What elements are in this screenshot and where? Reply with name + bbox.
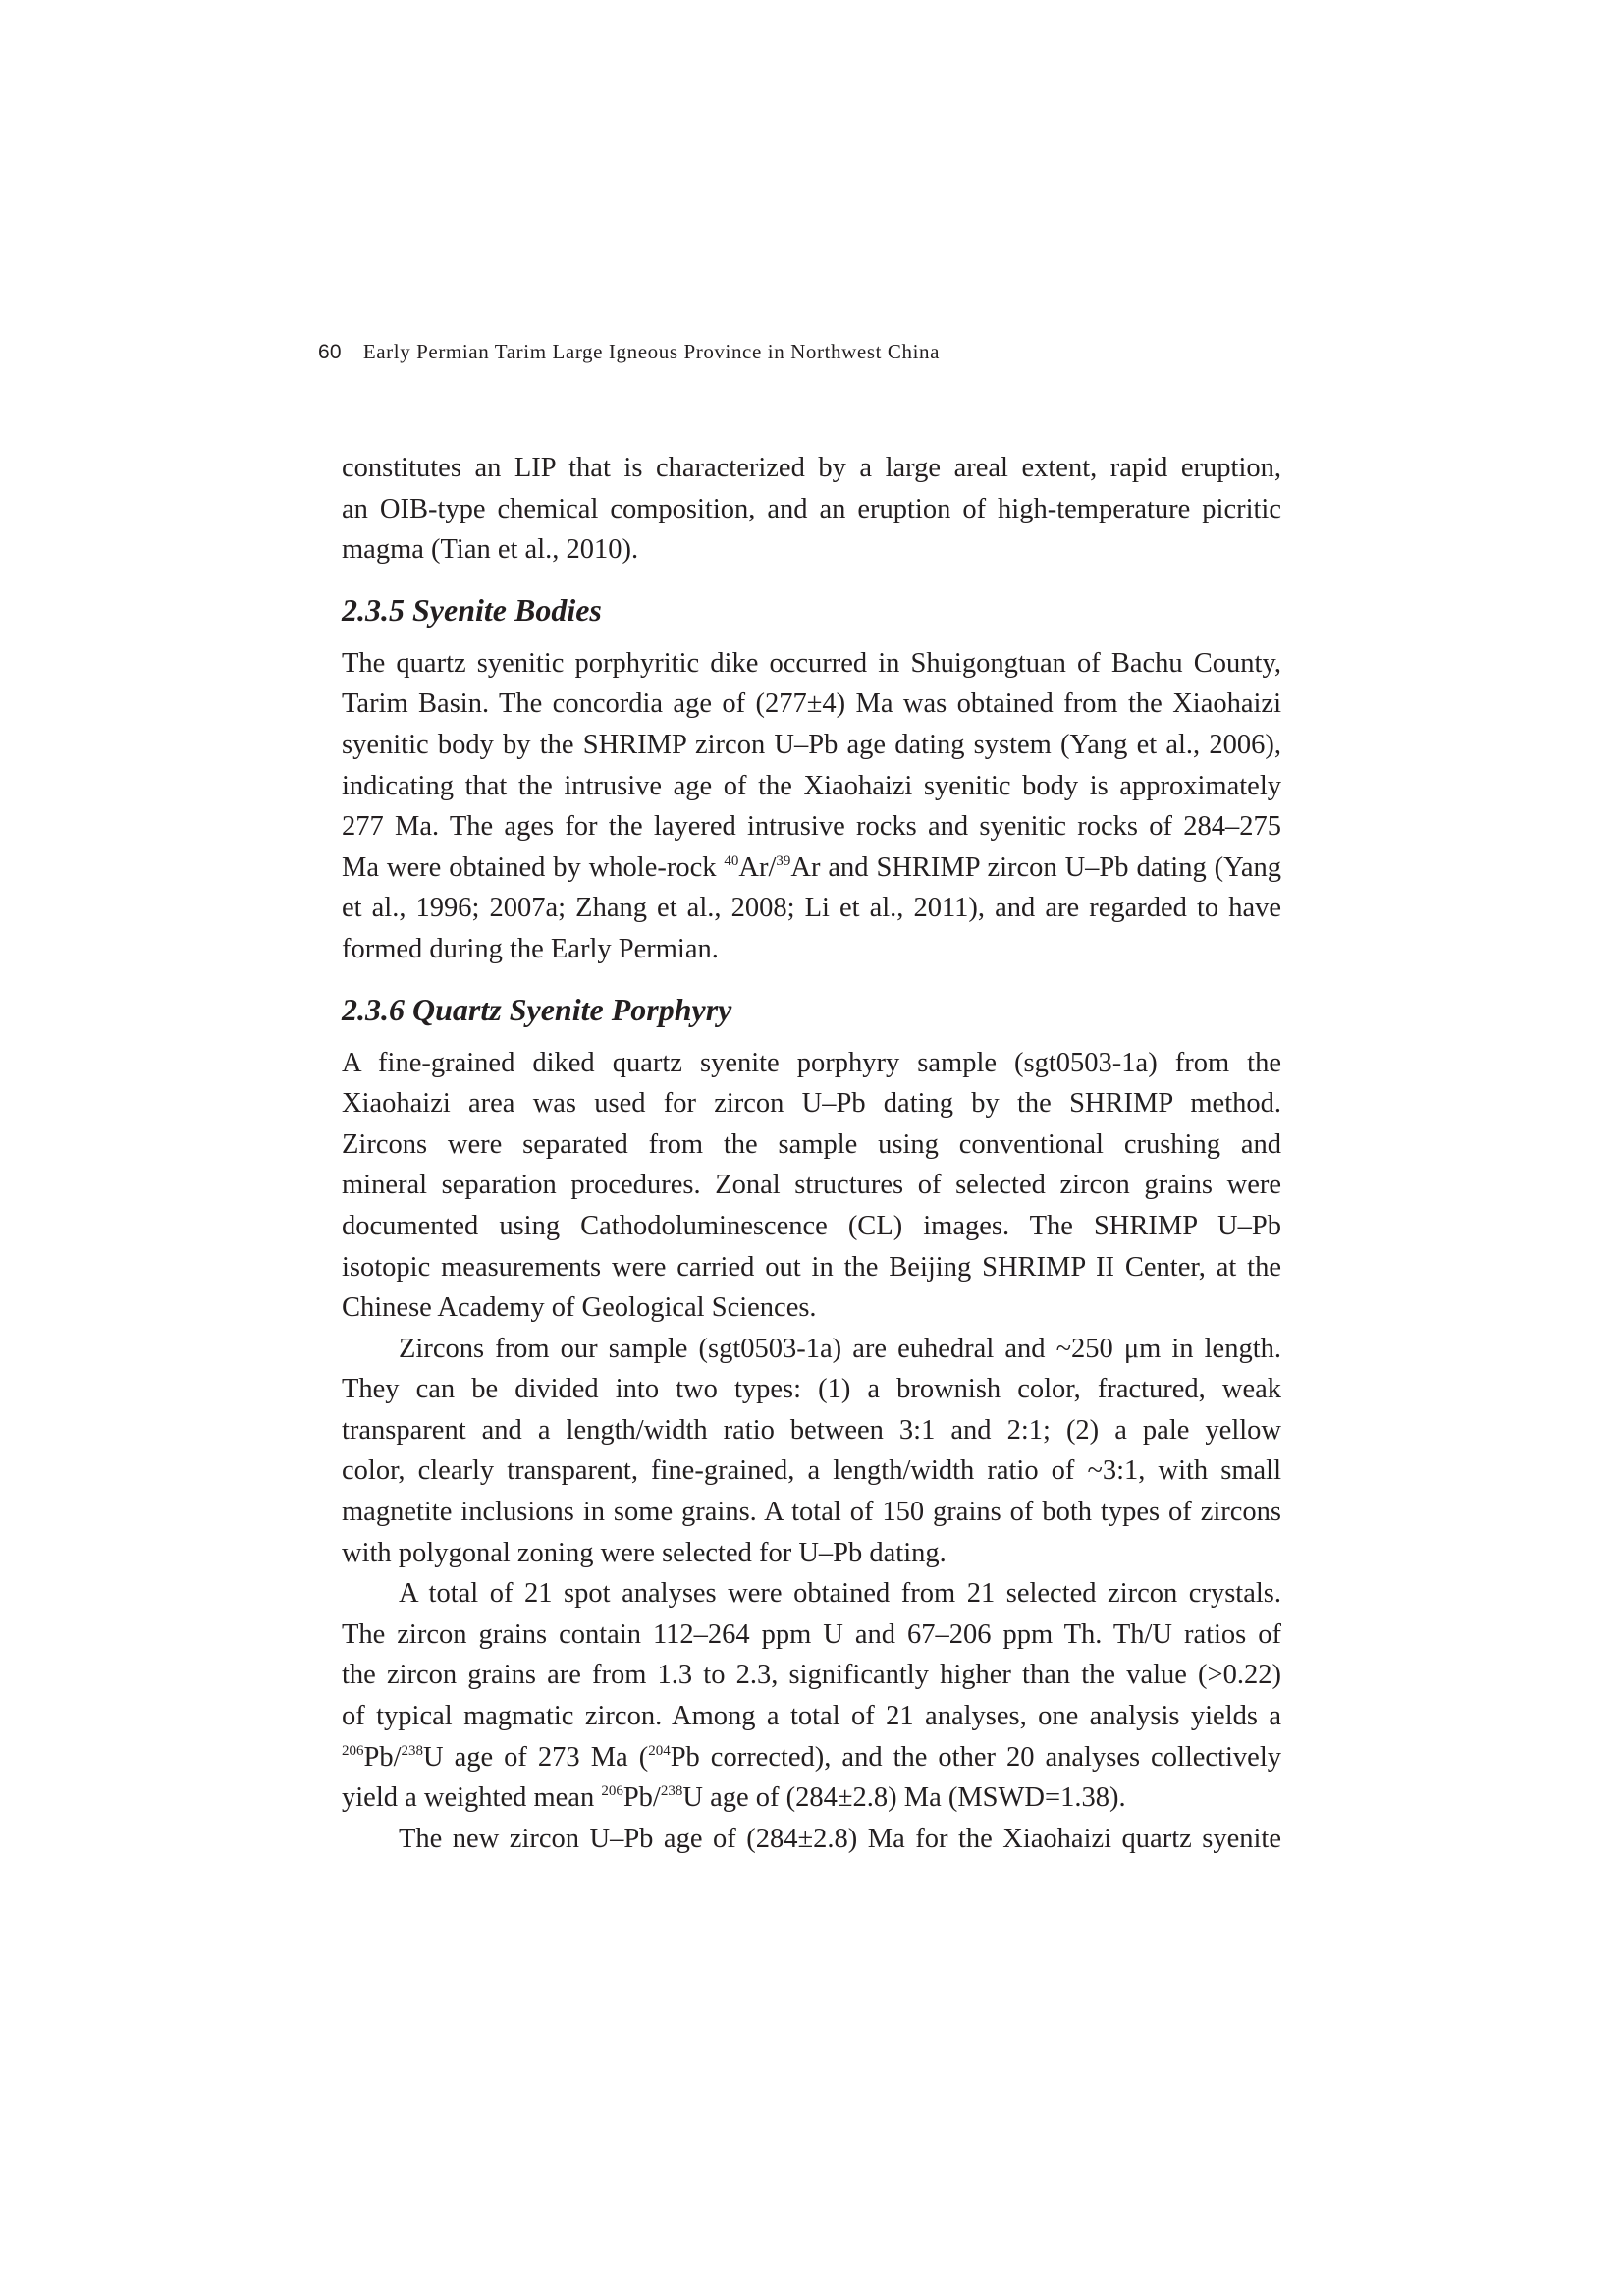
text-fragment: Pb corrected), and the other 20 analyses collectively [670,1741,1281,1773]
text-line: Tarim Basin. The concordia age of (277±4) Ma was obtained from the Xiaohaizi [342,688,1281,720]
text-line: of typical magmatic zircon. Among a total of 21 analyses, one analysis yields a [342,1701,1281,1732]
text-line: indicating that the intrusive age of the Xiaohaizi syenitic body is approximately [342,770,1281,801]
text-line: Xiaohaizi area was used for zircon U–Pb dating by the SHRIMP method. [342,1088,1281,1120]
text-line: constitutes an LIP that is characterized by a large areal extent, rapid eruption, [342,453,1281,483]
text-line: color, clearly transparent, fine-grained, a length/width ratio of ~3:1, with small [342,1455,1281,1487]
text-line: magma (Tian et al., 2010). [342,534,639,566]
text-fragment: yield a weighted mean [342,1782,602,1814]
paragraph-syenite-bodies [342,643,1281,970]
text-line: The zircon grains contain 112–264 ppm U and 67–206 ppm Th. Th/U ratios of [342,1618,1281,1650]
superscript-isotope: 40 [724,852,739,869]
text-line: 277 Ma. The ages for the layered intrusive rocks and syenitic rocks of 284–275 [342,811,1281,843]
paragraph-new-age [342,1819,1281,1860]
paragraph-spot-analyses [342,1573,1281,1819]
text-line [342,1737,1281,1778]
text-line: mineral separation procedures. Zonal structures of selected zircon grains were [342,1170,1281,1201]
superscript-isotope: 238 [401,1742,424,1759]
text-line: Zircons from our sample (sgt0503-1a) are euhedral and ~250 μm in length. [399,1333,1281,1364]
text-line: The quartz syenitic porphyritic dike occurred in Shuigongtuan of Bachu County, [342,647,1281,679]
page-number: 60 [318,341,342,363]
text-line: A fine-grained diked quartz syenite porphyry sample (sgt0503-1a) from the [342,1047,1281,1078]
text-line: with polygonal zoning were selected for U–Pb dating. [342,1537,947,1568]
text-line: They can be divided into two types: (1) a brownish color, fractured, weak [342,1374,1281,1405]
text-fragment: Ar and SHRIMP zircon U–Pb dating (Yang [790,851,1281,883]
text-line: an OIB-type chemical composition, and an eruption of high-temperature picritic [342,493,1281,524]
superscript-isotope: 39 [776,852,791,869]
text-line: documented using Cathodoluminescence (CL) images. The SHRIMP U–Pb [342,1210,1281,1241]
text-line: Zircons were separated from the sample using conventional crushing and [342,1128,1281,1160]
paragraph-sample-method [342,1043,1281,1329]
text-fragment: U age of (284±2.8) Ma (MSWD=1.38). [682,1782,1126,1814]
superscript-isotope: 206 [601,1783,623,1800]
book-title: Early Permian Tarim Large Igneous Province in Northwest China [362,340,941,363]
text-line: A total of 21 spot analyses were obtained from 21 selected zircon crystals. [399,1578,1281,1610]
running-header [318,340,940,364]
text-line: syenitic body by the SHRIMP zircon U–Pb age dating system (Yang et al., 2006), [342,729,1281,760]
text-line: et al., 1996; 2007a; Zhang et al., 2008; Li et al., 2011), and are regarded to have [342,893,1281,924]
superscript-isotope: 206 [342,1742,364,1759]
text-fragment: Ma were obtained by whole-rock [342,851,725,883]
section-heading-2-3-5: 2.3.5 Syenite Bodies [342,591,602,628]
text-line: isotopic measurements were carried out in the Beijing SHRIMP II Center, at the [342,1251,1281,1283]
text-line: Chinese Academy of Geological Sciences. [342,1292,817,1324]
page-body [342,448,1281,1859]
text-line [342,1777,1281,1819]
text-line: transparent and a length/width ratio between 3:1 and 2:1; (2) a pale yellow [342,1414,1281,1446]
paragraph-zircon-description [342,1329,1281,1574]
text-line: The new zircon U–Pb age of (284±2.8) Ma for the Xiaohaizi quartz syenite [399,1823,1281,1854]
text-line: the zircon grains are from 1.3 to 2.3, significantly higher than the value (>0.22) [342,1660,1281,1691]
section-heading-2-3-6: 2.3.6 Quartz Syenite Porphyry [342,991,732,1027]
text-fragment: U age of 273 Ma ( [423,1741,649,1773]
text-fragment: Pb/ [622,1782,661,1814]
superscript-isotope: 238 [660,1783,683,1800]
paragraph-continuation [342,448,1281,571]
superscript-isotope: 204 [648,1742,671,1759]
text-fragment: Ar/ [738,851,777,883]
text-line: formed during the Early Permian. [342,933,719,964]
text-line [342,847,1281,889]
text-fragment: Pb/ [363,1741,402,1773]
text-line: magnetite inclusions in some grains. A total of 150 grains of both types of zircons [342,1497,1281,1528]
